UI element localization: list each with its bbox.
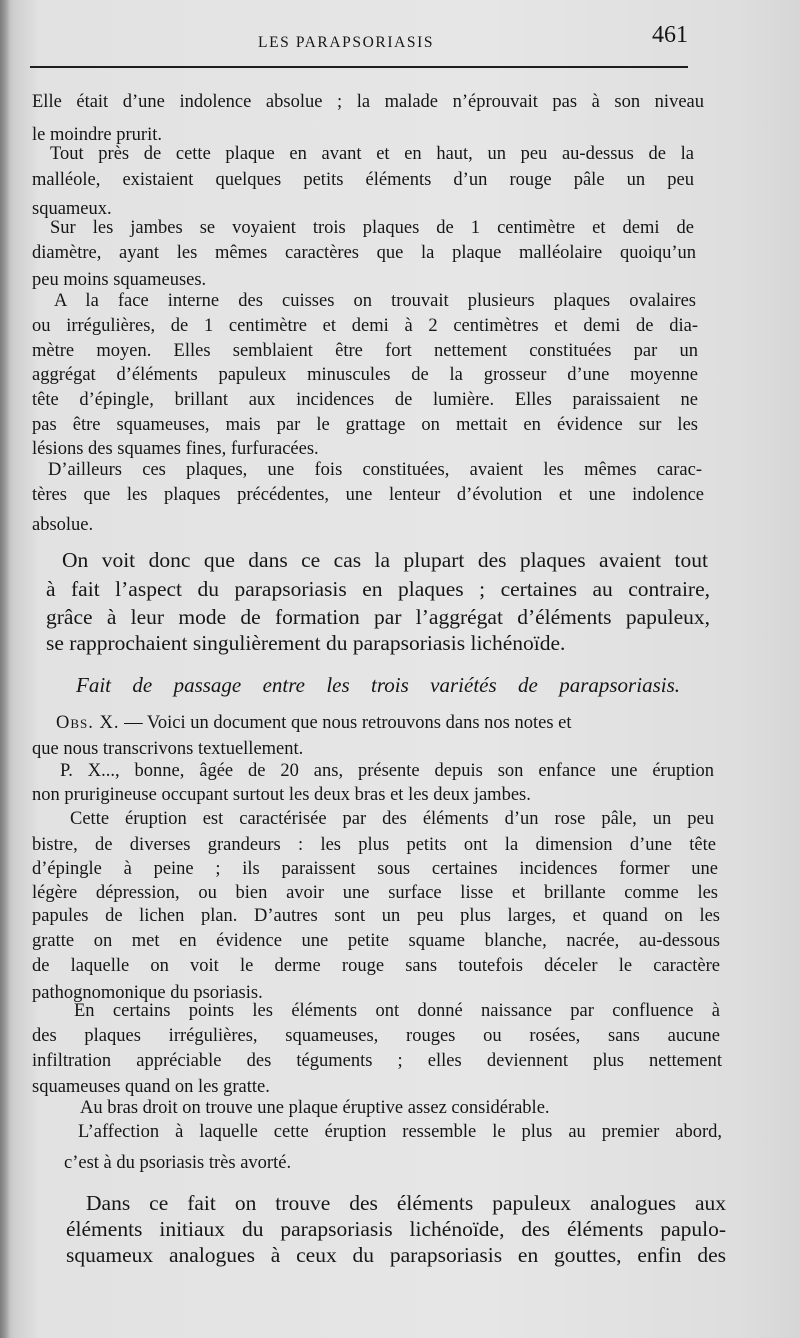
text-line: ou irrégulières, de 1 centimètre et demi à 2 centimètres et demi de dia- (32, 316, 698, 336)
text-line: tères que les plaques précédentes, une lenteur d’évolution et une indolence (32, 485, 704, 505)
text-line: L’affection à laquelle cette éruption ressemble le plus au premier abord, (78, 1122, 722, 1142)
text-line: Dans ce fait on trouve des éléments papuleux analogues aux (86, 1191, 726, 1215)
text-line: c’est à du psoriasis très avorté. (64, 1153, 292, 1173)
text-line: mètre moyen. Elles semblaient être fort nettement constituées par un (32, 341, 698, 361)
text-line: D’ailleurs ces plaques, une fois constituées, avaient les mêmes carac- (48, 460, 702, 480)
text-line: gratte on met en évidence une petite squame blanche, nacrée, au-dessous (32, 931, 720, 951)
text-line: absolue. (32, 515, 94, 535)
text-line: squameux. (32, 199, 112, 219)
text-line: Sur les jambes se voyaient trois plaques de 1 centimètre et demi de (50, 218, 694, 238)
text-line: peu moins squameuses. (32, 270, 207, 290)
section-heading: Fait de passage entre les trois variétés de parapsoriasis. (76, 673, 680, 697)
text-line: Tout près de cette plaque en avant et en haut, un peu au-dessus de la (50, 144, 694, 164)
text-line: Elle était d’une indolence absolue ; la malade n’éprouvait pas à son niveau (32, 92, 704, 112)
text-line: diamètre, ayant les mêmes caractères que la plaque malléolaire quoiqu’un (32, 243, 696, 263)
text-line: tête d’épingle, brillant aux incidences de lumière. Elles paraissaient ne (32, 390, 698, 410)
text-line: à fait l’aspect du parapsoriasis en plaques ; certaines au contraire, (46, 577, 710, 601)
header-rule (30, 66, 688, 68)
text-line: Au bras droit on trouve une plaque éruptive assez considérable. (80, 1098, 550, 1118)
page-number: 461 (652, 22, 688, 48)
text-line: lésions des squames fines, furfuracées. (32, 439, 319, 459)
text-line: P. X..., bonne, âgée de 20 ans, présente depuis son enfance une éruption (60, 761, 714, 781)
text-line: se rapprochaient singulièrement du parapsoriasis lichénoïde. (46, 631, 566, 655)
text-line: A la face interne des cuisses on trouvait plusieurs plaques ovalaires (54, 291, 696, 311)
observation-text: — Voici un document que nous retrouvons dans nos notes et (119, 713, 572, 733)
page-edge-shadow (0, 0, 10, 1338)
text-line: squameux analogues à ceux du parapsoriasis en gouttes, enfin des (66, 1243, 726, 1267)
text-line: En certains points les éléments ont donné naissance par confluence à (74, 1001, 720, 1021)
text-line: infiltration appréciable des téguments ; elles deviennent plus nettement (32, 1051, 722, 1071)
text-line: grâce à leur mode de formation par l’aggrégat d’éléments papuleux, (46, 605, 710, 629)
text-line: que nous transcrivons textuellement. (32, 739, 304, 759)
text-line: légère dépression, ou bien avoir une surface lisse et brillante comme les (32, 883, 718, 903)
observation-label: Obs. X. (56, 713, 120, 733)
text-line: papules de lichen plan. D’autres sont un peu plus larges, et quand on les (32, 906, 720, 926)
text-line: d’épingle à peine ; ils paraissent sous certaines incidences former une (32, 859, 718, 879)
text-line (56, 712, 706, 734)
text-line: de laquelle on voit le derme rouge sans toutefois déceler le caractère (32, 956, 720, 976)
text-line: Cette éruption est caractérisée par des éléments d’un rose pâle, un peu (70, 809, 714, 829)
text-line: bistre, de diverses grandeurs : les plus petits ont la dimension d’une tête (32, 835, 716, 855)
running-title: LES PARAPSORIASIS (258, 34, 435, 51)
text-line: éléments initiaux du parapsoriasis lichénoïde, des éléments papulo- (66, 1217, 726, 1241)
text-line: aggrégat d’éléments papuleux minuscules de la grosseur d’une moyenne (32, 365, 698, 385)
text-line: On voit donc que dans ce cas la plupart des plaques avaient tout (62, 548, 708, 572)
text-line: pas être squameuses, mais par le grattage on mettait en évidence sur les (32, 415, 698, 435)
text-line: malléole, existaient quelques petits éléments d’un rouge pâle un peu (32, 170, 694, 190)
text-line: non prurigineuse occupant surtout les deux bras et les deux jambes. (32, 785, 531, 805)
text-line: squameuses quand on les gratte. (32, 1077, 270, 1097)
text-line: des plaques irrégulières, squameuses, rouges ou rosées, sans aucune (32, 1026, 720, 1046)
text-line: pathognomonique du psoriasis. (32, 983, 263, 1003)
text-line: le moindre prurit. (32, 125, 162, 145)
